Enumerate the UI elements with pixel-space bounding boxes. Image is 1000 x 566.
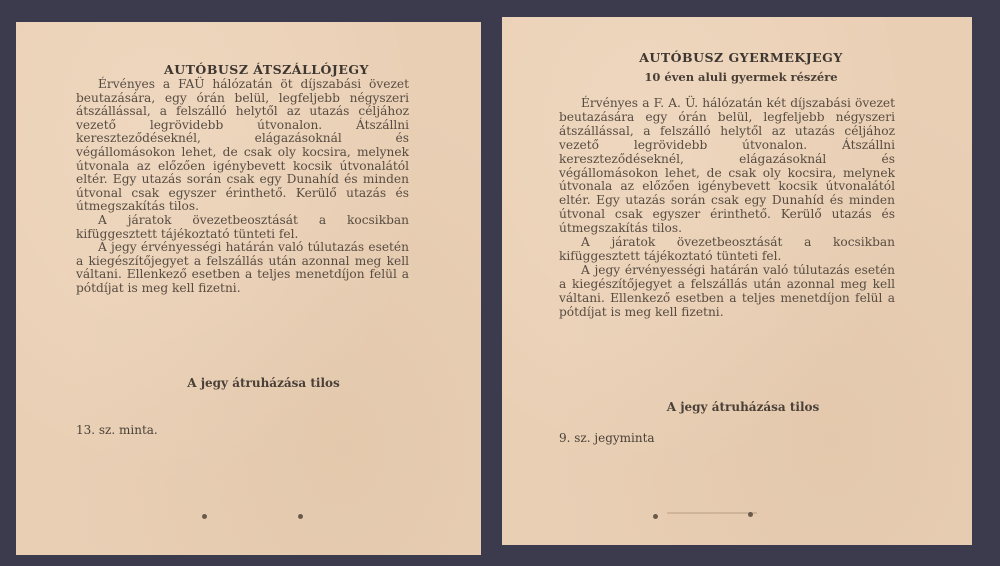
punch-hole-icon	[748, 512, 753, 517]
terms-paragraph: A járatok övezetbeosztását a kocsikban kifüggesztett tájékoztató tünteti fel.	[559, 235, 895, 263]
transfer-prohibited-notice: A jegy átruházása tilos	[187, 376, 340, 390]
crease-mark	[667, 512, 757, 514]
ticket-terms	[559, 97, 895, 320]
terms-paragraph: A jegy érvényességi határán való túlutazás esetén a kiegészítőjegyet a felszállás után azonnal meg kell váltani. Ellenkező esetben a teljes menetdíjon felül a pótdíjat is meg kell fizetni.	[76, 240, 409, 295]
sample-number: 9. sz. jegyminta	[559, 431, 655, 445]
child-ticket	[502, 17, 972, 545]
punch-hole-icon	[298, 514, 303, 519]
transfer-ticket	[16, 22, 481, 555]
ticket-title: AUTÓBUSZ GYERMEKJEGY	[639, 50, 843, 65]
sample-number: 13. sz. minta.	[76, 423, 158, 437]
punch-hole-icon	[653, 514, 658, 519]
ticket-subtitle: 10 éven aluli gyermek részére	[644, 70, 838, 84]
ticket-title: AUTÓBUSZ ÁTSZÁLLÓJEGY	[164, 62, 369, 77]
terms-paragraph: Érvényes a F. A. Ü. hálózatán két díjszabási övezet beutazására egy órán belül, legfeljebb négyszeri átszállással, a felszálló helytől az utazás céljához vezető legrövidebb útvonalon. Átszállni kereszteződéseknél, elágazásoknál és végállomásokon lehet, de csak oly kocsira, melynek útvonala az előzően igénybevett kocsik útvonalától eltér. Egy utazás során csak egy Dunahíd és minden útvonal csak egyszer érinthető. Kerülő utazás és útmegszakítás tilos.	[559, 96, 895, 236]
terms-paragraph: Érvényes a FAÜ hálózatán öt díjszabási övezet beutazására, egy órán belül, legfeljebb négyszeri átszállással, a felszálló helytől az utazás céljához vezető legrövidebb útvonalon. Átszállni kereszteződéseknél, elágazásoknál és végállomásokon lehet, de csak oly kocsira, melynek útvonala az előzően igénybevett kocsik útvonalától eltér. Egy utazás során csak egy Dunahíd és minden útvonal csak egyszer érinthető. Kerülő utazás és útmegszakítás tilos.	[76, 77, 409, 214]
terms-paragraph: A járatok övezetbeosztását a kocsikban kifüggesztett tájékoztató tünteti fel.	[76, 212, 409, 241]
punch-hole-icon	[202, 514, 207, 519]
terms-paragraph: A jegy érvényességi határán való túlutazás esetén a kiegészítőjegyet a felszállás után azonnal meg kell váltani. Ellenkező esetben a teljes menetdíjon felül a pótdíjat is meg kell fizetni.	[559, 262, 895, 319]
transfer-prohibited-notice: A jegy átruházása tilos	[666, 400, 820, 414]
ticket-terms	[76, 78, 409, 296]
